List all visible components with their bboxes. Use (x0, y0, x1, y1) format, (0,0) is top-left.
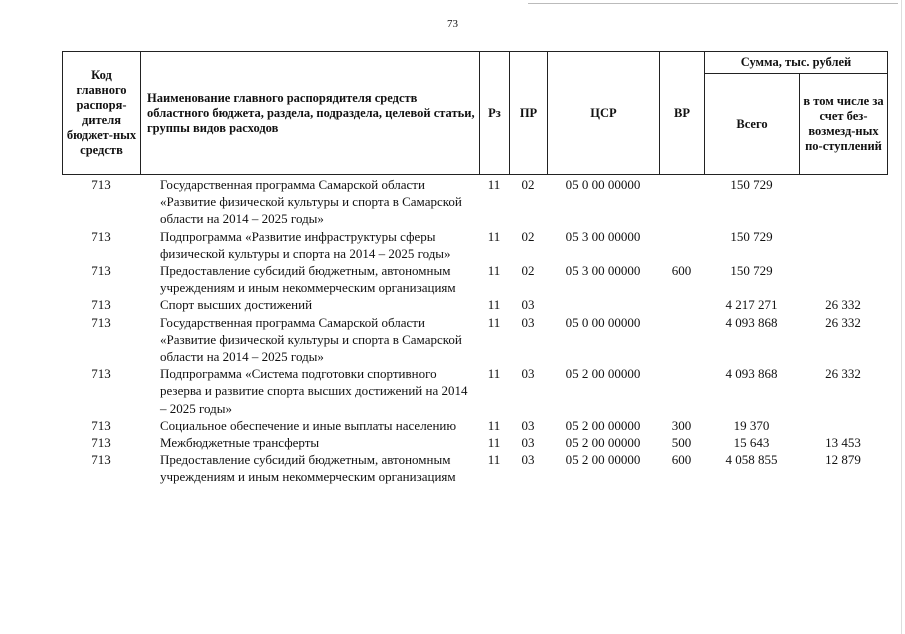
page-edge-line (901, 0, 902, 634)
cell-free: 13 453 (825, 435, 861, 451)
cell-vr (659, 176, 704, 228)
cell-total: 150 729 (730, 177, 773, 192)
cell-rz: 11 (487, 177, 501, 192)
cell-pr: 03 (521, 417, 535, 433)
cell-csr: 05 2 00 00000 (565, 366, 641, 382)
table-row (62, 451, 887, 485)
table-row (62, 434, 887, 451)
cell-name: Государственная программа Самарской области «Развитие физической культуры и спорта в Самарской области на 2014 – 2025 годы» (160, 314, 462, 365)
cell-rz: 11 (487, 228, 501, 244)
cell-free (799, 228, 887, 262)
cell-free: 26 332 (825, 314, 861, 330)
cell-free (799, 262, 887, 296)
cell-code: 713 (91, 314, 111, 330)
cell-csr: 05 2 00 00000 (565, 452, 641, 468)
cell-rz: 11 (487, 435, 501, 451)
cell-total: 15 643 (733, 435, 770, 451)
cell-total: 4 058 855 (725, 452, 778, 468)
header-csr: ЦСР (548, 52, 660, 175)
cell-name: Подпрограмма «Развитие инфраструктуры сферы физической культуры и спорта на 2014 – 2025 годы» (160, 228, 451, 261)
cell-total: 150 729 (730, 263, 773, 279)
cell-vr (659, 365, 704, 417)
cell-pr: 03 (521, 366, 535, 382)
cell-csr: 05 0 00 00000 (565, 177, 641, 192)
cell-csr: 05 0 00 00000 (565, 314, 641, 330)
cell-total: 150 729 (730, 228, 773, 244)
cell-pr: 02 (521, 228, 535, 244)
table-row (62, 176, 887, 228)
table-body (62, 176, 887, 486)
cell-rz: 11 (487, 263, 501, 279)
table-row (62, 296, 887, 313)
cell-code: 713 (91, 366, 111, 382)
cell-pr: 02 (521, 263, 535, 279)
header-total: Всего (705, 74, 800, 175)
table-row (62, 417, 887, 434)
cell-name: Государственная программа Самарской области «Развитие физической культуры и спорта в Самарской области на 2014 – 2025 годы» (160, 177, 462, 227)
cell-code: 713 (91, 417, 111, 433)
cell-free: 26 332 (825, 366, 861, 382)
cell-free: 26 332 (825, 297, 861, 313)
cell-pr: 03 (521, 452, 535, 468)
header-rz: Рз (480, 52, 510, 175)
cell-rz: 11 (487, 452, 501, 468)
cell-pr: 02 (521, 177, 535, 192)
cell-code: 713 (91, 263, 111, 279)
cell-name: Социальное обеспечение и иные выплаты населению (160, 417, 457, 433)
cell-vr: 600 (671, 263, 692, 279)
cell-rz: 11 (487, 366, 501, 382)
cell-vr: 500 (671, 435, 692, 451)
cell-free (799, 176, 887, 228)
cell-vr: 300 (671, 417, 692, 433)
cell-name: Межбюджетные трансферты (160, 435, 320, 451)
cell-pr: 03 (521, 297, 535, 313)
cell-vr: 600 (671, 452, 692, 468)
cell-total: 4 093 868 (725, 366, 778, 382)
cell-code: 713 (91, 177, 111, 192)
cell-total: 4 217 271 (725, 297, 778, 313)
header-vr: ВР (660, 52, 705, 175)
cell-csr: 05 2 00 00000 (565, 435, 641, 451)
cell-free: 12 879 (825, 452, 861, 468)
cell-csr (547, 296, 659, 313)
cell-code: 713 (91, 435, 111, 451)
header-sum: Сумма, тыс. рублей (705, 52, 888, 74)
header-free: в том числе за счет без-возмезд-ных по-ступлений (800, 74, 888, 175)
cell-name: Подпрограмма «Система подготовки спортивного резерва и развитие спорта высших достижений на 2014 – 2025 годы» (160, 366, 468, 416)
header-code: Код главного распоря-дителя бюджет-ных средств (63, 52, 141, 175)
table-row (62, 365, 887, 417)
header-name: Наименование главного распорядителя средств областного бюджета, раздела, подраздела, целевой статьи, группы видов расходов (141, 52, 480, 175)
cell-csr: 05 3 00 00000 (565, 228, 641, 244)
cell-vr (659, 314, 704, 366)
cell-vr (659, 296, 704, 313)
table-header (62, 51, 888, 175)
cell-code: 713 (91, 228, 111, 244)
table-row (62, 314, 887, 366)
cell-rz: 11 (487, 314, 501, 330)
table-row (62, 228, 887, 262)
cell-free (799, 417, 887, 434)
cell-name: Предоставление субсидий бюджетным, автономным учреждениям и иным некоммерческим организациям (160, 452, 456, 485)
cell-name: Спорт высших достижений (160, 297, 313, 313)
cell-name: Предоставление субсидий бюджетным, автономным учреждениям и иным некоммерческим организациям (160, 263, 456, 296)
cell-csr: 05 3 00 00000 (565, 263, 641, 279)
cell-pr: 03 (521, 435, 535, 451)
cell-total: 19 370 (733, 417, 770, 433)
cell-total: 4 093 868 (725, 314, 778, 330)
table-row (62, 262, 887, 296)
header-pr: ПР (510, 52, 548, 175)
cell-rz: 11 (487, 417, 501, 433)
cell-vr (659, 228, 704, 262)
scan-artifact-line (528, 3, 898, 4)
cell-pr: 03 (521, 314, 535, 330)
cell-csr: 05 2 00 00000 (565, 417, 641, 433)
cell-code: 713 (91, 452, 111, 468)
cell-rz: 11 (487, 297, 501, 313)
page-number: 73 (447, 18, 458, 30)
cell-code: 713 (91, 297, 111, 313)
